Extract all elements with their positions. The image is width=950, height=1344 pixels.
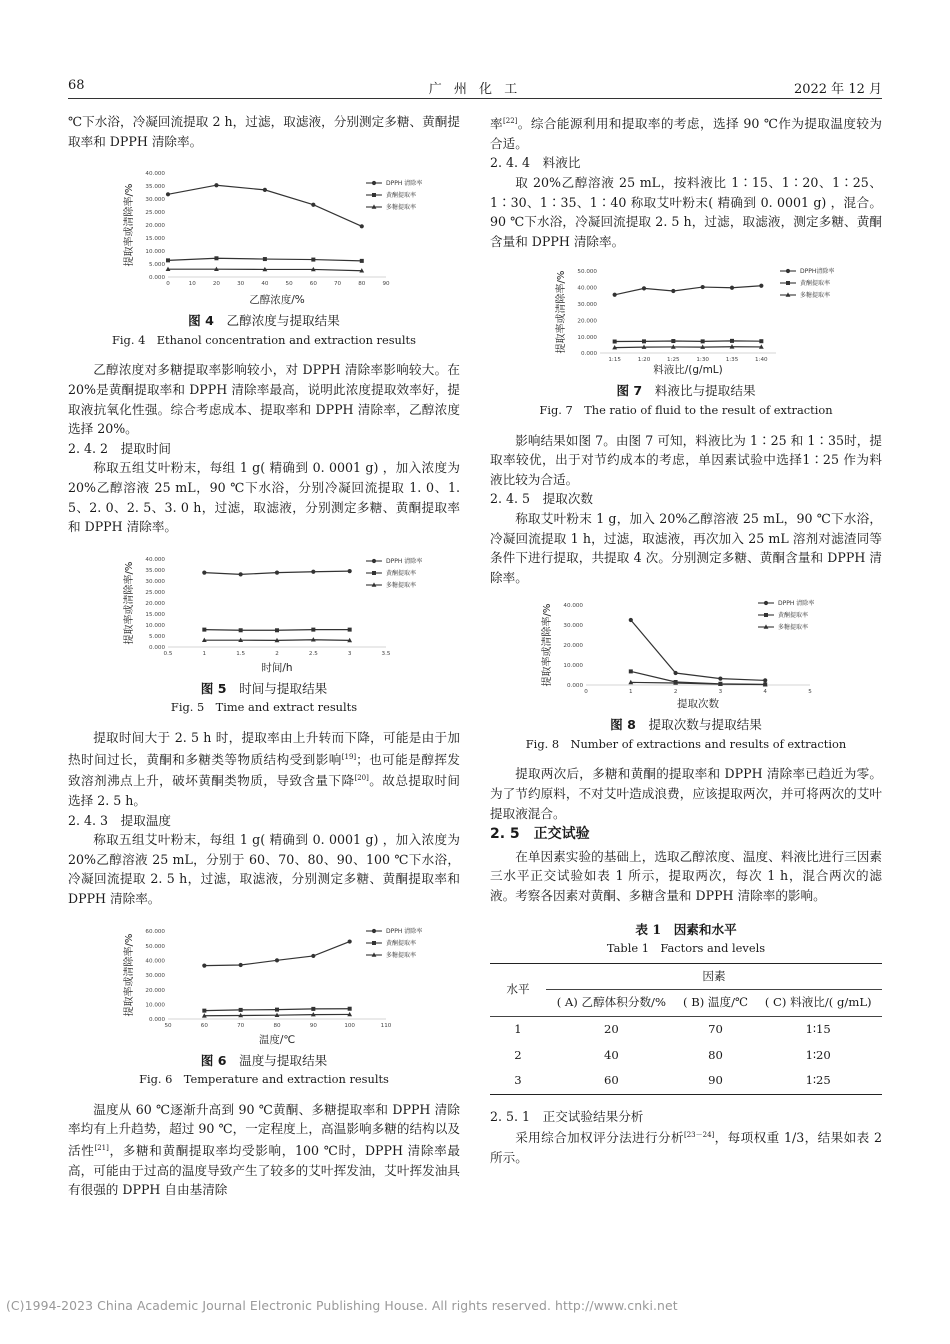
citation: [21]	[94, 1144, 109, 1152]
x-tick-label: 60	[200, 1022, 208, 1029]
x-tick-label: 70	[333, 281, 342, 288]
figure-caption	[68, 679, 460, 699]
paragraph: 称取五组艾叶粉末，每组 1 g( 精确到 0. 0001 g) ，加入浓度为 20%乙醇溶液 25 mL，分别于 60、70、80、90、100 ℃下水浴，冷凝回流提取 2. 5 h，过滤，取滤液，分别测定多糖、黄酮提取率和 DPPH 清除率。	[68, 832, 460, 907]
x-tick-label: 2.5	[308, 650, 318, 657]
text-run: ；也可能是醇挥发致溶剂沸点上升，破坏黄酮类物质，导致含量下降	[68, 751, 461, 789]
legend-label: 多糖提取率	[386, 204, 417, 212]
text-run: 温度从 60 ℃逐渐升高到 90 ℃黄酮、多糖提取率和 DPPH 清除率均有上升趋势，超过 90 ℃，一定程度上，高温影响多糖的结构以及活性	[68, 1101, 460, 1159]
data-point	[202, 570, 206, 574]
x-tick-label: 10	[188, 281, 196, 288]
chart-fig7	[490, 257, 882, 377]
text-run: 率	[490, 116, 504, 132]
figure-title: 时间与提取结果	[239, 680, 328, 696]
table-cell: 1∶25	[805, 1073, 831, 1088]
data-point	[730, 286, 734, 290]
y-tick-label: 25.000	[145, 589, 165, 596]
y-tick-label: 10.000	[563, 663, 583, 670]
legend-marker	[372, 941, 376, 945]
header-rule	[68, 98, 882, 99]
legend-marker	[372, 193, 376, 197]
y-tick-label: 10.000	[145, 622, 165, 629]
figure-label: 图 6	[200, 1052, 227, 1068]
section-heading: 2. 4. 3 提取温度	[68, 812, 172, 828]
legend-label: 黄酮提取率	[386, 192, 417, 200]
figure-caption	[490, 381, 882, 401]
data-point	[239, 963, 243, 967]
x-tick-label: 1:25	[667, 357, 680, 364]
y-tick-label: 0.000	[148, 644, 165, 651]
data-point	[348, 569, 352, 573]
chart-fig5	[68, 543, 460, 675]
page-number: 68	[68, 78, 85, 93]
y-tick-label: 20.000	[145, 600, 165, 607]
legend-label: 多糖提取率	[386, 581, 417, 589]
figure-caption-en: Fig. 5 Time and extract results	[170, 700, 358, 715]
y-tick-label: 35.000	[145, 567, 165, 574]
legend-label: 多糖提取率	[800, 292, 831, 300]
section-heading: 2. 4. 2 提取时间	[68, 440, 172, 456]
x-tick-label: 110	[380, 1022, 392, 1029]
y-tick-label: 50.000	[145, 943, 165, 950]
data-point	[311, 627, 315, 631]
paragraph	[68, 1100, 460, 1200]
y-tick-label: 10.000	[145, 249, 165, 256]
y-tick-label: 30.000	[563, 623, 583, 630]
x-axis-label: 温度/℃	[258, 1033, 296, 1046]
series-line	[615, 341, 762, 342]
x-tick-label: 0.5	[163, 650, 173, 657]
x-tick-label: 80	[273, 1022, 281, 1029]
y-axis-label: 提取率或清除率/%	[124, 561, 135, 645]
paragraph: 在单因素实验的基础上，选取乙醇浓度、温度、料液比进行三因素三水平正交试验如表 1 所示，提取两次，每次 1 h，混合两次的滤液。考察各因素对黄酮、多糖含量和 DPPH 清除率的影响。	[490, 848, 882, 904]
data-point	[275, 1007, 279, 1011]
y-tick-label: 0.000	[148, 1016, 165, 1023]
citation: [22]	[503, 117, 518, 125]
data-point	[629, 618, 633, 622]
figure-caption	[490, 715, 882, 735]
data-point	[214, 256, 218, 260]
x-tick-label: 1:15	[608, 357, 621, 364]
y-tick-label: 40.000	[145, 958, 165, 965]
legend-label: DPPH清除率	[800, 268, 835, 276]
series-line	[615, 347, 762, 348]
y-tick-label: 40.000	[145, 556, 165, 563]
y-tick-label: 15.000	[145, 236, 165, 243]
series-line	[631, 620, 765, 680]
data-point	[759, 340, 763, 344]
data-point	[239, 1008, 243, 1012]
y-tick-label: 0.000	[148, 275, 165, 282]
y-tick-label: 30.000	[577, 302, 597, 309]
data-point	[348, 627, 352, 631]
y-tick-label: 15.000	[145, 611, 165, 618]
chart-fig6	[68, 915, 460, 1047]
data-point	[166, 192, 170, 196]
legend-marker	[372, 181, 376, 185]
y-tick-label: 35.000	[145, 184, 165, 191]
issue-date: 2022 年 12 月	[793, 82, 882, 97]
citation: [23－24]	[684, 1131, 715, 1140]
data-point	[214, 183, 218, 187]
chart-fig8	[490, 593, 882, 711]
table-cell: 80	[708, 1047, 723, 1062]
y-axis-label: 提取率或清除率/%	[124, 183, 135, 267]
legend-label: 黄酮提取率	[386, 569, 417, 577]
data-point	[202, 1008, 206, 1012]
chart-fig4	[68, 157, 460, 307]
x-tick-label: 1	[629, 689, 633, 696]
data-point	[311, 203, 315, 207]
y-tick-label: 25.000	[145, 210, 165, 217]
copyright-footer: (C)1994-2023 China Academic Journal Electronic Publishing House. All rights reserved. http://www.cnki.net	[6, 1298, 678, 1313]
x-tick-label: 70	[237, 1022, 245, 1029]
data-point	[239, 628, 243, 632]
paragraph	[490, 112, 882, 153]
data-point	[629, 670, 633, 674]
x-tick-label: 1:30	[696, 357, 709, 364]
table-caption-en: Table 1 Factors and levels	[606, 941, 766, 956]
table-cell: 70	[708, 1022, 723, 1036]
paragraph: 影响结果如图 7。由图 7 可知，料液比为 1∶25 和 1∶35时，提取率较优，出于对节约成本的考虑，单因素试验中选择1∶25 作为料液比较为合适。	[490, 432, 882, 487]
text-run: 采用综合加权评分法进行分析	[515, 1130, 684, 1146]
x-tick-label: 90	[382, 281, 390, 288]
figure-caption	[68, 311, 460, 331]
figure-label: 图 8	[610, 717, 636, 733]
table-header-cell: ( C) 料液比/( g/mL)	[764, 995, 872, 1010]
figure-caption	[68, 1051, 460, 1071]
x-tick-label: 1:40	[755, 357, 768, 364]
series-line	[615, 286, 762, 295]
legend-label: 多糖提取率	[386, 951, 417, 959]
journal-name: 广 州 化 工	[428, 82, 522, 97]
x-axis-label: 时间/h	[261, 661, 293, 674]
table-cell: 90	[708, 1073, 723, 1088]
table-title: 因素和水平	[673, 921, 737, 937]
text-run: 提取时间大于 2. 5 h 时，提取率由上升转而下降，可能是由于加热时间过长，黄酮和多糖类等物质结构受到影响	[68, 729, 460, 767]
figure-4	[68, 157, 460, 350]
paragraph: 提取两次后，多糖和黄酮的提取率和 DPPH 清除率已趋近为零。为了节约原料，不对艾叶造成浪费，应该提取两次，并可将两次的艾叶提取液混合。	[490, 766, 882, 821]
paragraph: 乙醇浓度对多糖提取率影响较小，对 DPPH 清除率影响较大。在 20%是黄酮提取率和 DPPH 清除率最高，说明此浓度提取效率好，提取液抗氧化性强。综合考虑成本、提取率和 DPPH 清除率，乙醇浓度选择 20%。	[68, 362, 460, 437]
legend-label: DPPH 清除率	[386, 180, 423, 188]
data-point	[275, 570, 279, 574]
data-point	[671, 289, 675, 293]
citation: [20]	[354, 774, 369, 783]
data-point	[360, 224, 364, 228]
paragraph	[490, 1126, 882, 1167]
y-tick-label: 5.000	[148, 262, 165, 269]
x-axis-label: 料液比/(g/mL)	[653, 364, 723, 377]
y-axis-label: 提取率或清除率/%	[124, 933, 135, 1017]
data-point	[642, 340, 646, 344]
data-point	[360, 259, 364, 263]
x-tick-label: 3	[347, 650, 352, 657]
x-tick-label: 20	[212, 281, 221, 288]
table-cell: 60	[603, 1073, 619, 1088]
y-tick-label: 30.000	[145, 578, 165, 585]
figure-caption-en: Fig. 8 Number of extractions and results of extraction	[525, 736, 847, 751]
data-point	[613, 340, 617, 344]
x-tick-label: 0	[166, 281, 170, 288]
data-point	[674, 671, 678, 675]
y-tick-label: 30.000	[145, 197, 165, 204]
data-point	[718, 677, 722, 681]
table-label: 表 1	[635, 921, 662, 937]
data-point	[311, 258, 315, 262]
table-cell: 1∶15	[805, 1022, 831, 1036]
citation: [19]	[341, 752, 357, 761]
table-cell: 3	[514, 1073, 522, 1088]
right-column	[490, 112, 882, 1168]
data-point	[263, 257, 267, 261]
legend-label: 多糖提取率	[778, 624, 809, 632]
table-caption	[490, 920, 882, 940]
legend-marker	[372, 929, 376, 933]
section-heading: 2. 4. 5 提取次数	[490, 491, 594, 507]
x-axis-label: 乙醇浓度/%	[249, 294, 305, 307]
legend-label: DPPH 清除率	[386, 557, 423, 565]
y-tick-label: 20.000	[577, 318, 597, 325]
section-heading: 2. 5. 1 正交试验结果分析	[490, 1108, 644, 1124]
x-tick-label: 40	[261, 281, 269, 288]
y-tick-label: 30.000	[145, 972, 165, 979]
figure-caption-en: Fig. 6 Temperature and extraction results	[139, 1072, 389, 1087]
legend-marker	[764, 601, 768, 605]
legend-label: DPPH 清除率	[778, 600, 815, 608]
table-header-cell: ( A) 乙醇体积分数/%	[556, 995, 666, 1010]
y-tick-label: 40.000	[577, 285, 597, 292]
data-point	[701, 340, 705, 344]
x-tick-label: 3.5	[381, 650, 391, 657]
y-tick-label: 0.000	[566, 683, 583, 690]
figure-title: 提取次数与提取结果	[648, 717, 762, 733]
y-axis-label: 提取率或清除率/%	[542, 603, 553, 687]
factors-table	[490, 963, 882, 1095]
legend-marker	[372, 559, 376, 563]
table-row	[490, 1068, 882, 1094]
y-tick-label: 40.000	[145, 171, 165, 178]
data-point	[348, 939, 352, 943]
legend-label: DPPH 清除率	[386, 927, 423, 935]
table-cell: 1	[514, 1022, 522, 1036]
x-tick-label: 5	[808, 689, 812, 696]
paragraph: 称取艾叶粉末 1 g，加入 20%乙醇溶液 25 mL，90 ℃下水浴，冷凝回流提取 1 h，过滤，取滤液，再次加入 25 mL 溶剂对滤渣同等条件下进行提取，共提取 4 次。分别测定多糖、黄酮含量和 DPPH 清除率。	[490, 510, 882, 585]
x-tick-label: 3	[718, 689, 723, 696]
legend-marker	[786, 281, 790, 285]
x-tick-label: 0	[584, 689, 588, 696]
figure-label: 图 4	[188, 313, 214, 329]
section-heading: 2. 4. 4 料液比	[490, 155, 581, 171]
paragraph: 称取五组艾叶粉末，每组 1 g( 精确到 0. 0001 g) ，加入浓度为 20%乙醇溶液 25 mL，90 ℃下水浴，分别冷凝回流提取 1. 0、1. 5、2. 0、2. 5、3. 0 h，过滤，取滤液，分别测定多糖、黄酮提取率和 DPPH 清除率。	[68, 460, 460, 535]
figure-caption-en: Fig. 4 Ethanol concentration and extraction results	[112, 332, 416, 347]
data-point	[311, 1007, 315, 1011]
y-tick-label: 5.000	[148, 633, 165, 640]
y-tick-label: 0.000	[580, 351, 597, 358]
data-point	[311, 569, 315, 573]
data-point	[759, 284, 763, 288]
figure-8	[490, 593, 882, 754]
figure-6	[68, 915, 460, 1090]
table-cell: 2	[514, 1047, 522, 1062]
x-tick-label: 2	[275, 650, 279, 657]
y-tick-label: 10.000	[577, 335, 597, 342]
legend-label: 黄酮提取率	[386, 939, 417, 947]
figure-title: 乙醇浓度与提取结果	[226, 313, 340, 329]
figure-caption-en: Fig. 7 The ratio of fluid to the result of extraction	[539, 402, 833, 417]
x-tick-label: 90	[309, 1022, 317, 1029]
legend-label: 黄酮提取率	[778, 612, 809, 620]
data-point	[701, 285, 705, 289]
text-run: ，多糖和黄酮提取率均受影响，100 ℃时，DPPH 清除率最高，可能由于过高的温度导致产生了较多的艾叶挥发油，艾叶挥发油具有很强的 DPPH 自由基清除	[68, 1143, 460, 1198]
x-axis-label: 提取次数	[677, 698, 719, 711]
figure-title: 温度与提取结果	[239, 1052, 328, 1068]
y-tick-label: 40.000	[563, 603, 583, 610]
x-tick-label: 100	[344, 1022, 356, 1029]
figure-7	[490, 257, 882, 420]
table-row	[490, 1017, 882, 1043]
data-point	[275, 958, 279, 962]
legend-label: 黄酮提取率	[800, 280, 831, 288]
y-tick-label: 50.000	[577, 269, 597, 276]
table-header-factors: 因素	[546, 963, 882, 990]
x-tick-label: 80	[358, 281, 366, 288]
data-point	[166, 259, 170, 263]
table-header-level: 水平	[490, 963, 546, 1016]
legend-marker	[764, 613, 768, 617]
text-run: 。故总提取时间选择 2. 5 h。	[68, 773, 461, 809]
x-tick-label: 4	[763, 689, 767, 696]
y-tick-label: 60.000	[145, 928, 165, 935]
y-axis-label: 提取率或清除率/%	[556, 270, 567, 354]
data-point	[613, 293, 617, 297]
figure-5	[68, 543, 460, 718]
x-tick-label: 60	[309, 281, 317, 288]
y-tick-label: 20.000	[563, 643, 583, 650]
table-cell: 1∶20	[805, 1047, 831, 1062]
data-point	[642, 287, 646, 291]
paragraph	[68, 728, 460, 811]
table-header-cell: ( B) 温度/℃	[683, 995, 748, 1010]
data-point	[730, 339, 734, 343]
table-row	[490, 1043, 882, 1069]
data-point	[311, 953, 315, 957]
x-tick-label: 1	[202, 650, 207, 657]
data-point	[275, 628, 279, 632]
y-tick-label: 20.000	[145, 987, 165, 994]
x-tick-label: 30	[237, 281, 245, 288]
table-cell: 20	[603, 1022, 619, 1036]
text-run: ，每项权重 1/3，结果如表 2 所示。	[490, 1130, 882, 1166]
paragraph: ℃下水浴，冷凝回流提取 2 h，过滤，取滤液，分别测定多糖、黄酮提取率和 DPPH 清除率。	[68, 114, 460, 149]
x-tick-label: 50	[285, 281, 293, 288]
figure-label: 图 7	[616, 383, 643, 399]
figure-title: 料液比与提取结果	[654, 383, 756, 399]
left-column	[68, 112, 460, 1200]
data-point	[763, 679, 767, 683]
data-point	[671, 339, 675, 343]
x-tick-label: 1.5	[236, 650, 246, 657]
data-point	[348, 1006, 352, 1010]
data-point	[263, 188, 267, 192]
text-run: 。综合能源利用和提取率的考虑，选择 90 ℃作为提取温度较为合适。	[490, 116, 883, 151]
section-heading: 2. 5 正交试验	[490, 826, 590, 843]
y-tick-label: 10.000	[145, 1002, 165, 1009]
x-tick-label: 1:20	[637, 357, 651, 364]
figure-label: 图 5	[200, 680, 227, 696]
paragraph: 取 20%乙醇溶液 25 mL，按料液比 1∶15、1∶20、1∶25、1∶30、1∶35、1∶40 称取艾叶粉末( 精确到 0. 0001 g) ，混合。90 ℃下水浴，冷凝回流提取 2. 5 h，过滤，取滤液，测定多糖、黄酮含量和 DPPH 清除率。	[490, 174, 882, 249]
x-tick-label: 1:35	[725, 357, 739, 364]
legend-marker	[786, 269, 790, 273]
data-point	[202, 627, 206, 631]
data-point	[202, 963, 206, 967]
x-tick-label: 2	[673, 689, 678, 696]
legend-marker	[372, 571, 376, 575]
table-cell: 40	[603, 1047, 619, 1062]
data-point	[239, 572, 243, 576]
y-tick-label: 20.000	[145, 223, 165, 230]
x-tick-label: 50	[164, 1022, 172, 1029]
